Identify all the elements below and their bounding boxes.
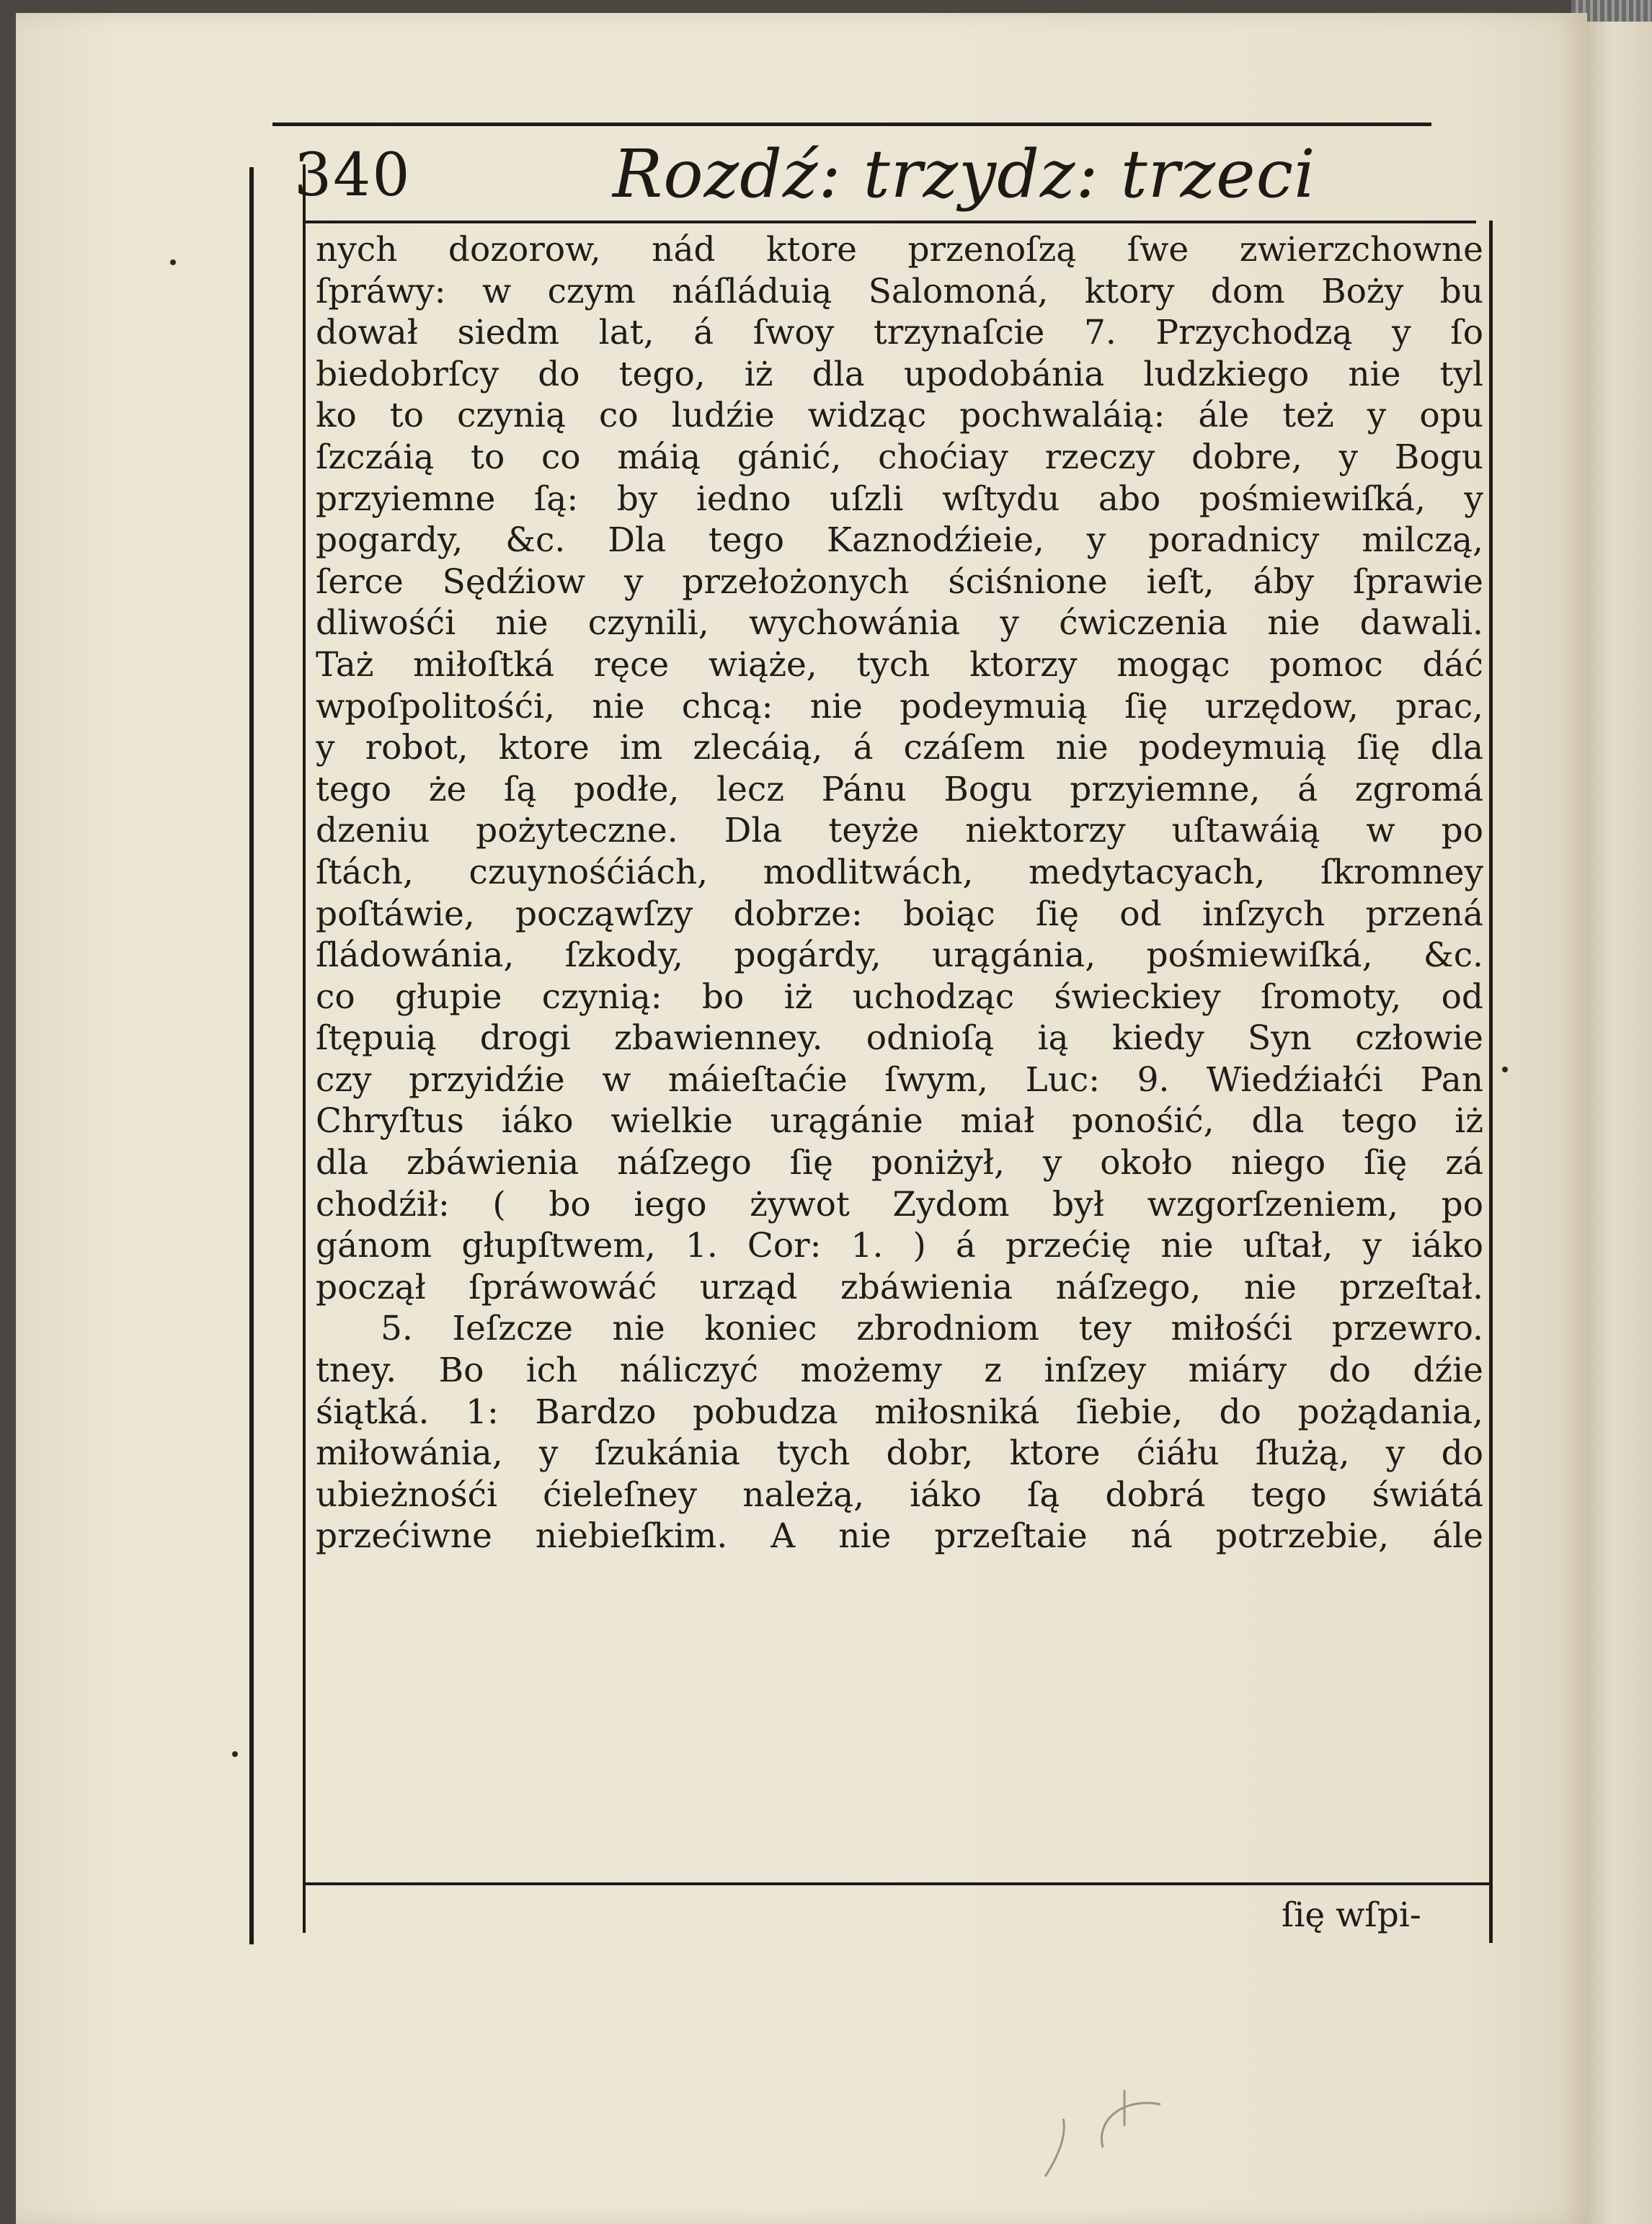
text-line: Chryſtus iáko wielkie urągánie miał ponośić, dla tego iż xyxy=(316,1101,1483,1142)
text-line: wpoſpolitośći, nie chcą: nie podeymuią ſię urzędow, prac, xyxy=(316,686,1483,726)
left-inner-rule xyxy=(303,164,306,1933)
text-line: dla zbáwienia náſzego ſię poniżył, y około niego ſię zá xyxy=(316,1143,1483,1183)
text-line: poſtáwie, począwſzy dobrze: boiąc ſię od inſzych przená xyxy=(316,894,1483,934)
text-line: Taż miłoſtká ręce wiąże, tych ktorzy mogąc pomoc dáć xyxy=(316,644,1483,685)
body-text xyxy=(316,229,1483,1557)
top-rule xyxy=(272,123,1431,126)
text-line: ſládowánia, ſzkody, pogárdy, urągánia, pośmiewiſká, &c. xyxy=(316,935,1483,976)
bottom-rule xyxy=(303,1882,1491,1885)
text-line: czy przyidźie w máieſtaćie ſwym, Luc: 9. Wiedźiałći Pan xyxy=(316,1059,1483,1100)
text-line: ſerce Sędźiow y przełożonych ściśnione ieſt, áby ſprawie xyxy=(316,561,1483,602)
catchword: ſię wſpi- xyxy=(1282,1895,1421,1935)
text-line: biedobrſcy do tego, iż dla upodobánia ludzkiego nie tyl xyxy=(316,354,1483,394)
ink-speck xyxy=(232,1751,238,1757)
pencil-mark xyxy=(1016,2076,1189,2191)
text-line: chodźił: ( bo iego żywot Zydom był wzgorſzeniem, po xyxy=(316,1184,1483,1224)
text-line: co głupie czynią: bo iż uchodząc świeckiey ſromoty, od xyxy=(316,977,1483,1017)
ink-speck xyxy=(1502,1067,1508,1072)
text-line: y robot, ktore im zlecáią, á czáſem nie podeymuią ſię dla xyxy=(316,728,1483,768)
text-line: gánom głupſtwem, 1. Cor: 1. ) á przećię nie uſtał, y iáko xyxy=(316,1226,1483,1266)
text-line: pogardy, &c. Dla tego Kaznodźieie, y poradnicy milczą, xyxy=(316,520,1483,561)
text-line: przećiwne niebieſkim. A nie przeſtaie ná potrzebie, ále xyxy=(316,1516,1483,1557)
facing-page-edge xyxy=(1586,22,1652,2224)
running-title: Rozdź: trzydz: trzeci xyxy=(613,135,1316,213)
page-number: 340 xyxy=(294,141,412,210)
text-line: począł ſpráwowáć urząd zbáwienia náſzego, nie przeſtał. xyxy=(316,1267,1483,1307)
text-line: ko to czynią co ludźie widząc pochwaláią: ále też y opu xyxy=(316,396,1483,436)
text-line: dował siedm lat, á ſwoy trzynaſcie 7. Przychodzą y ſo xyxy=(316,313,1483,353)
text-line: ſpráwy: w czym náſláduią Salomoná, ktory dom Boży bu xyxy=(316,271,1483,311)
ink-speck xyxy=(170,259,176,265)
text-line: ubieżnośći ćieleſney należą, iáko ſą dobrá tego świátá xyxy=(316,1474,1483,1515)
header-underline xyxy=(303,221,1476,223)
text-line: śiątká. 1: Bardzo pobudza miłosniká ſiebie, do pożądania, xyxy=(316,1392,1483,1432)
text-line: ſzczáią to co máią gánić, choćiay rzeczy dobre, y Bogu xyxy=(316,437,1483,477)
text-line: ſtách, czuynośćiách, modlitwách, medytacyach, ſkromney xyxy=(316,852,1483,892)
right-rule xyxy=(1489,221,1493,1943)
text-line: dzeniu pożyteczne. Dla teyże niektorzy uſtawáią w po xyxy=(316,811,1483,851)
text-line: tego że ſą podłe, lecz Pánu Bogu przyiemne, á zgromá xyxy=(316,769,1483,809)
text-line: 5. Ieſzcze nie koniec zbrodniom tey miłośći przewro. xyxy=(381,1309,1483,1349)
text-line: tney. Bo ich náliczyć możemy z inſzey miáry do dźie xyxy=(316,1351,1483,1391)
left-outer-rule xyxy=(249,167,254,1944)
text-line: miłowánia, y ſzukánia tych dobr, ktore ćiáłu ſłużą, y do xyxy=(316,1433,1483,1474)
text-line: przyiemne ſą: by iedno uſzli wſtydu abo pośmiewiſká, y xyxy=(316,479,1483,519)
text-line: ſtępuią drogi zbawienney. odnioſą ią kiedy Syn człowie xyxy=(316,1018,1483,1059)
text-line: nych dozorow, nád ktore przenoſzą ſwe zwierzchowne xyxy=(316,230,1483,270)
text-line: dliwośći nie czynili, wychowánia y ćwiczenia nie dawali. xyxy=(316,603,1483,644)
